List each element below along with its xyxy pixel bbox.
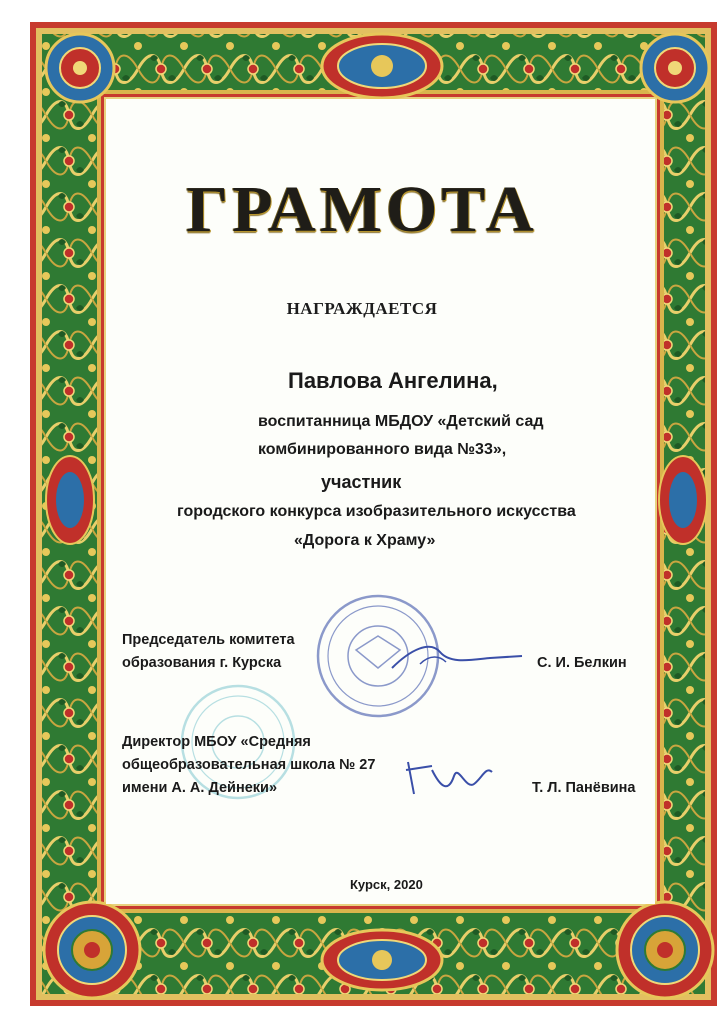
right-medallion [659,456,707,544]
recipient-name: Павлова Ангелина, [288,368,498,393]
signatory-1-name: С. И. Белкин [537,655,627,671]
description-line-3: городского конкурса изобразительного искусства [177,503,576,520]
bottom-medallion [322,930,442,990]
awarded-heading: НАГРАЖДАЕТСЯ [286,299,438,318]
signatory-2-name: Т. Л. Панёвина [532,780,636,796]
rosette-icon [44,902,140,998]
signatory-1-position-line-2: образования г. Курска [122,655,282,671]
contest-name: «Дорога к Храму» [294,532,436,549]
recipient-role: участник [321,472,402,492]
signatory-1-position-line-1: Председатель комитета [122,632,295,648]
signatory-2-position-line-3: имени А. А. Дейнеки» [122,780,278,796]
description-line-1: воспитанница МБДОУ «Детский сад [258,413,544,430]
rosette-icon [641,34,709,102]
top-medallion [322,34,442,98]
signatory-2-position-line-2: общеобразовательная школа № 27 [122,757,376,773]
left-medallion [46,456,94,544]
place-date: Курск, 2020 [350,877,423,892]
rosette-icon [617,902,713,998]
description-line-2: комбинированного вида №33», [258,441,507,458]
signatory-2-position-line-1: Директор МБОУ «Средняя [122,734,311,750]
rosette-icon [46,34,114,102]
certificate-title: ГРАМОТА [186,173,538,246]
